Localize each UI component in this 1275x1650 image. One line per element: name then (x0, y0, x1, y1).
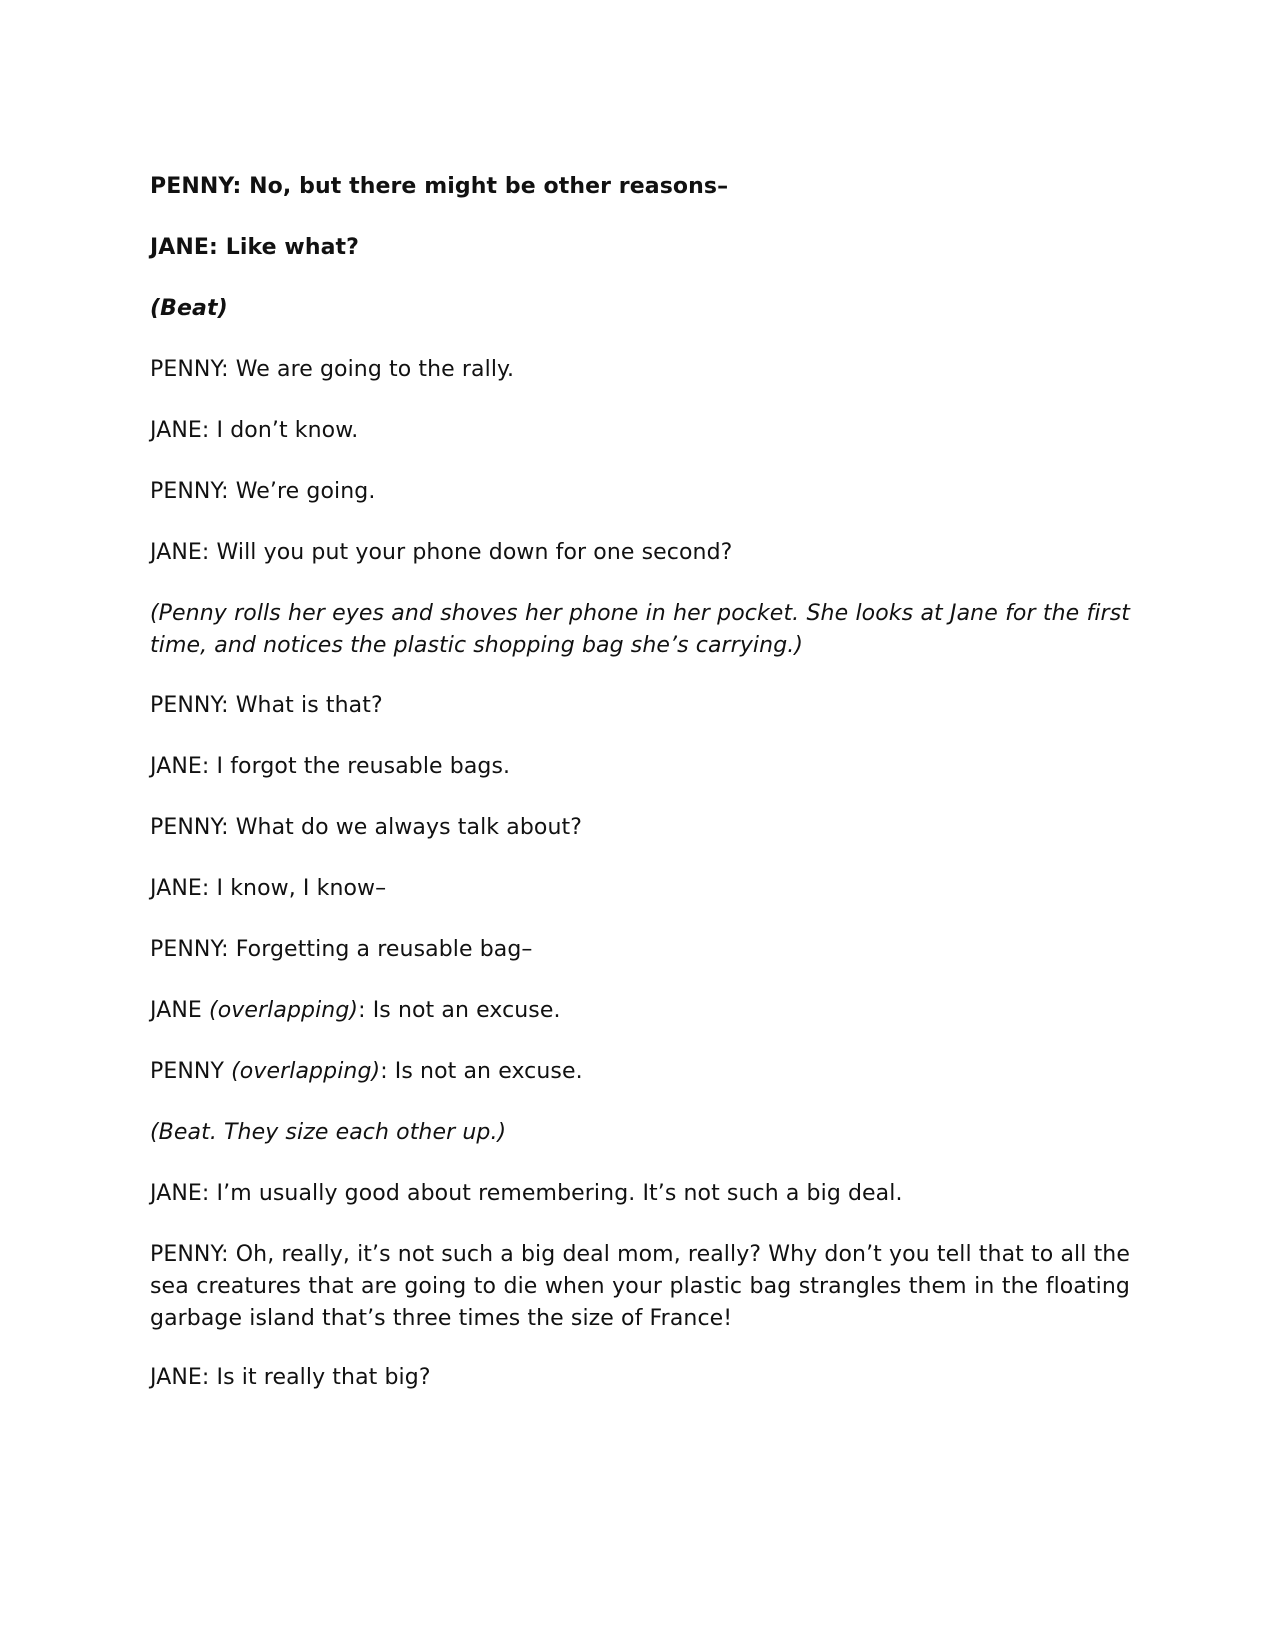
speaker-name: JANE (150, 998, 202, 1023)
dialogue-line: JANE: I don’t know. (150, 418, 359, 443)
dialogue-line: PENNY: Oh, really, it’s not such a big deal mom, really? Why don’t you tell that to all the sea creatures that are going to die when your plastic bag strangles them in the floating garbage island that’s three times the size of France! (150, 1242, 1130, 1331)
parenthetical: (overlapping) (231, 1059, 381, 1084)
parenthetical: (overlapping) (209, 998, 359, 1023)
dialogue-line: JANE: Will you put your phone down for one second? (150, 540, 733, 565)
dialogue-line (150, 995, 1130, 1027)
dialogue-line: PENNY: We’re going. (150, 479, 376, 504)
dialogue-line: JANE: Like what? (150, 235, 359, 260)
stage-direction: (Beat) (150, 296, 228, 321)
dialogue-text: : Is not an excuse. (358, 998, 561, 1023)
speaker-name: PENNY (150, 1059, 225, 1084)
dialogue-line: JANE: I know, I know– (150, 876, 387, 901)
stage-direction: (Beat. They size each other up.) (150, 1120, 507, 1145)
dialogue-text: : Is not an excuse. (380, 1059, 583, 1084)
dialogue-line: PENNY: We are going to the rally. (150, 357, 515, 382)
script-page (150, 0, 1130, 1650)
dialogue-line: PENNY: No, but there might be other reasons– (150, 174, 729, 199)
dialogue-line: JANE: I’m usually good about remembering. It’s not such a big deal. (150, 1181, 903, 1206)
dialogue-line: PENNY: What do we always talk about? (150, 815, 582, 840)
dialogue-line (150, 1056, 1130, 1088)
stage-direction: (Penny rolls her eyes and shoves her phone in her pocket. She looks at Jane for the first time, and notices the plastic shopping bag she’s carrying.) (150, 601, 1130, 658)
dialogue-line: JANE: Is it really that big? (150, 1365, 431, 1390)
dialogue-line: JANE: I forgot the reusable bags. (150, 754, 511, 779)
dialogue-line: PENNY: What is that? (150, 693, 383, 718)
dialogue-line: PENNY: Forgetting a reusable bag– (150, 937, 533, 962)
